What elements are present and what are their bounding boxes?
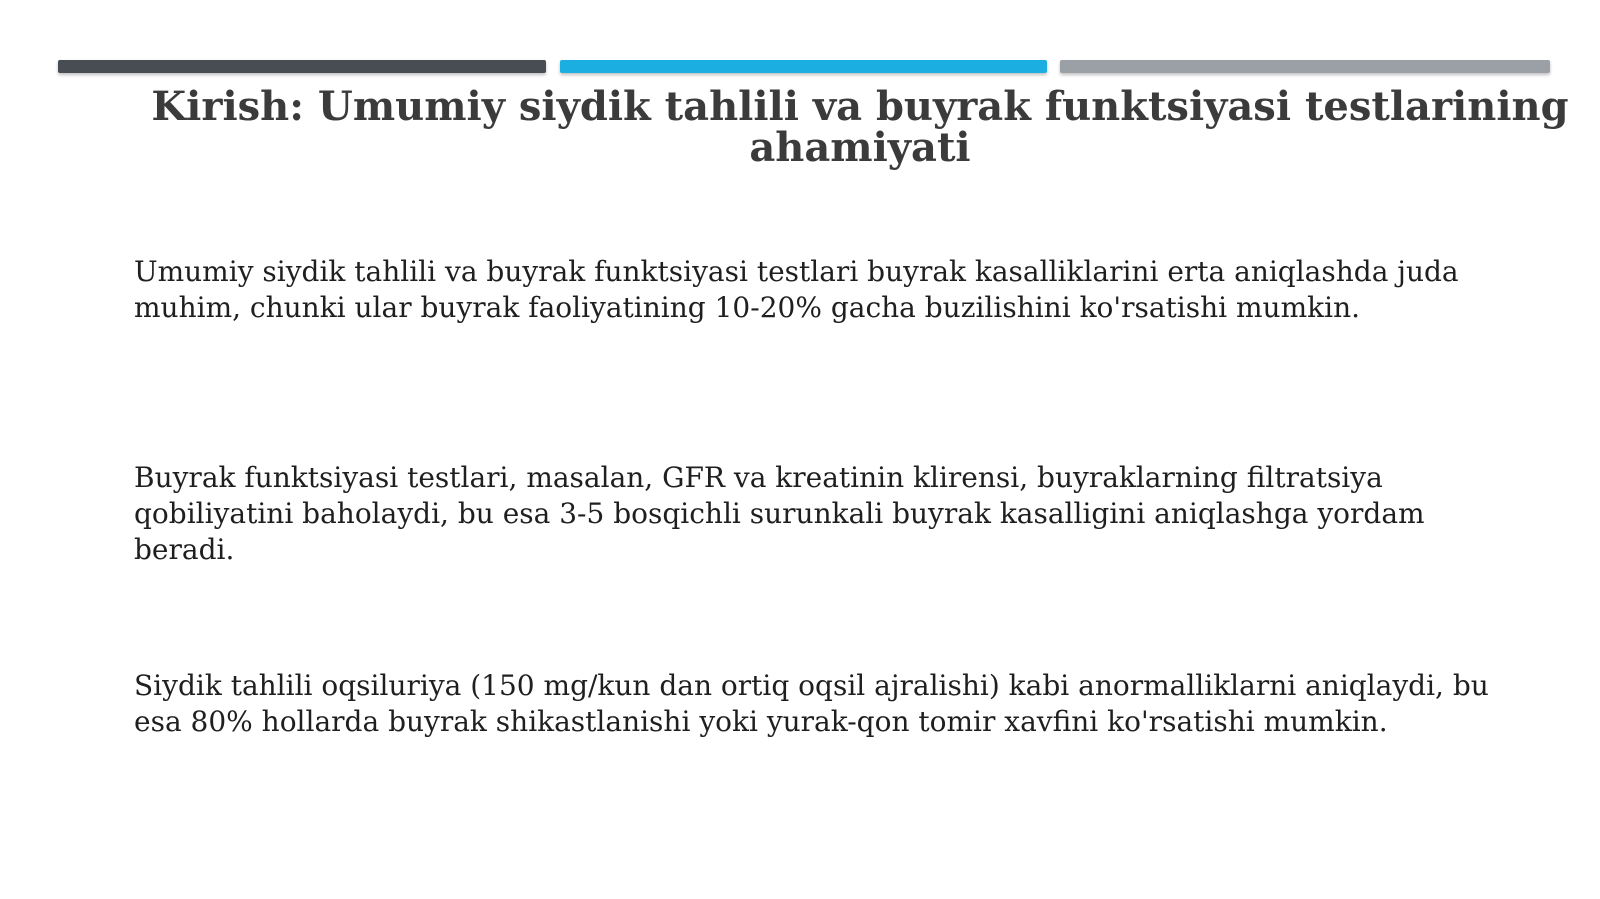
- paragraph-2: Buyrak funktsiyasi testlari, masalan, GFR va kreatinin klirensi, buyraklarning filtratsiya qobiliyatini baholaydi, bu esa 3-5 bosqichli surunkali buyrak kasalligini aniqlashga yordam beradi.: [134, 461, 1425, 566]
- slide-title: Kirish: Umumiy siydik tahlili va buyrak funktsiyasi testlarining ahamiyati: [151, 83, 1569, 171]
- header-bar-dark: [58, 60, 546, 73]
- paragraph-3: Siydik tahlili oqsiluriya (150 mg/kun dan ortiq oqsil ajralishi) kabi anormalliklarni aniqlaydi, bu esa 80% hollarda buyrak shikastlanishi yoki yurak-qon tomir xavfini ko'rsatishi mumkin.: [134, 669, 1489, 738]
- decorative-header-bars: [58, 60, 1550, 73]
- header-bar-blue: [560, 60, 1047, 73]
- paragraph-1: Umumiy siydik tahlili va buyrak funktsiyasi testlari buyrak kasalliklarini erta aniqlashda juda muhim, chunki ular buyrak faoliyatining 10-20% gacha buzilishini ko'rsatishi mumkin.: [134, 255, 1459, 324]
- header-bar-gray: [1060, 60, 1550, 73]
